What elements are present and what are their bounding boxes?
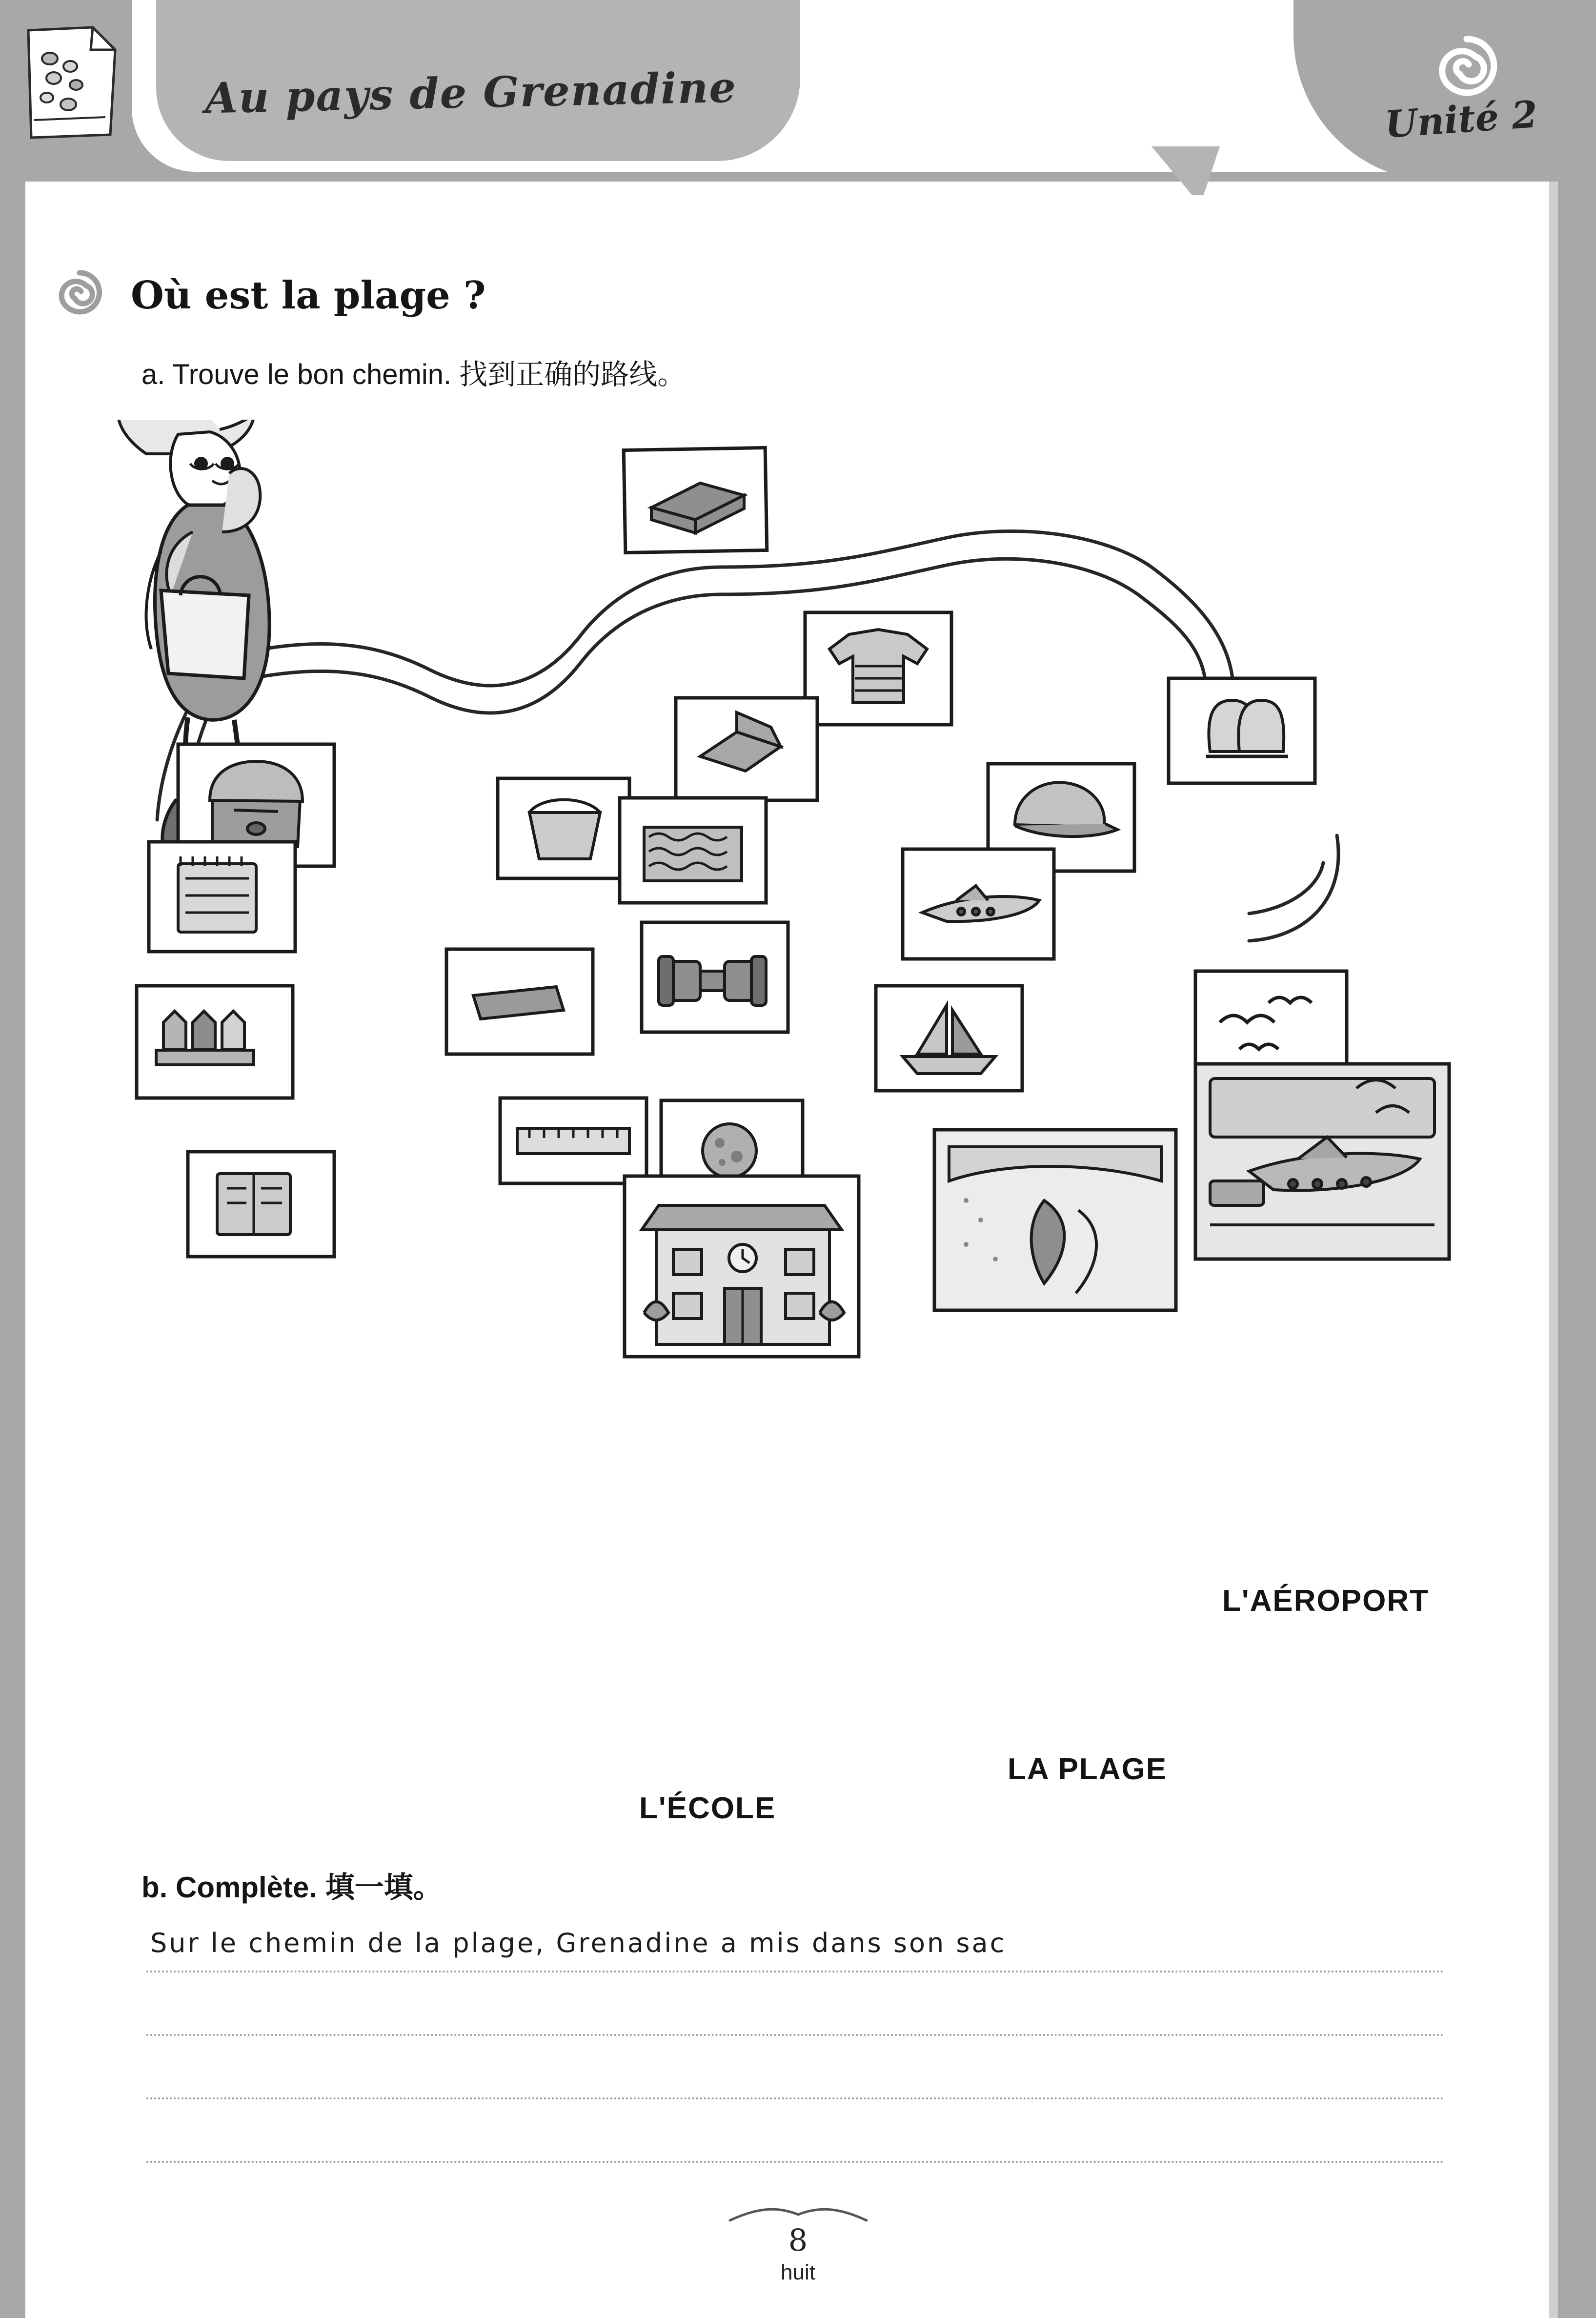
- label-ecole: L'ÉCOLE: [639, 1791, 776, 1825]
- writing-line-2[interactable]: [146, 2034, 1444, 2036]
- unit-label: Unité 2: [1383, 92, 1539, 146]
- page-title: Où est la plage ?: [131, 273, 486, 318]
- writing-line-4[interactable]: [146, 2161, 1444, 2163]
- label-plage: LA PLAGE: [1008, 1752, 1168, 1786]
- writing-prompt-text: Sur le chemin de la plage, Grenadine a mis dans son sac: [150, 1928, 1007, 1958]
- writing-line-3[interactable]: [146, 2097, 1444, 2099]
- page-number-word: huit: [781, 2260, 815, 2284]
- maze-illustration: [88, 420, 1517, 1835]
- label-aeroport: L'AÉROPORT: [1222, 1584, 1429, 1618]
- instruction-part-b: b. Complète. 填一填。: [141, 1871, 443, 1904]
- instruction-part-a: a. Trouve le bon chemin. 找到正确的路线。: [141, 359, 686, 390]
- page-footer: [0, 2206, 1596, 2285]
- writing-area[interactable]: [146, 1928, 1444, 2186]
- writing-line-1[interactable]: [146, 1971, 1444, 1972]
- book-title: Au pays de Grenadine: [204, 62, 737, 123]
- spiral-bullet-icon: [53, 266, 106, 320]
- page-number: 8: [788, 2222, 808, 2258]
